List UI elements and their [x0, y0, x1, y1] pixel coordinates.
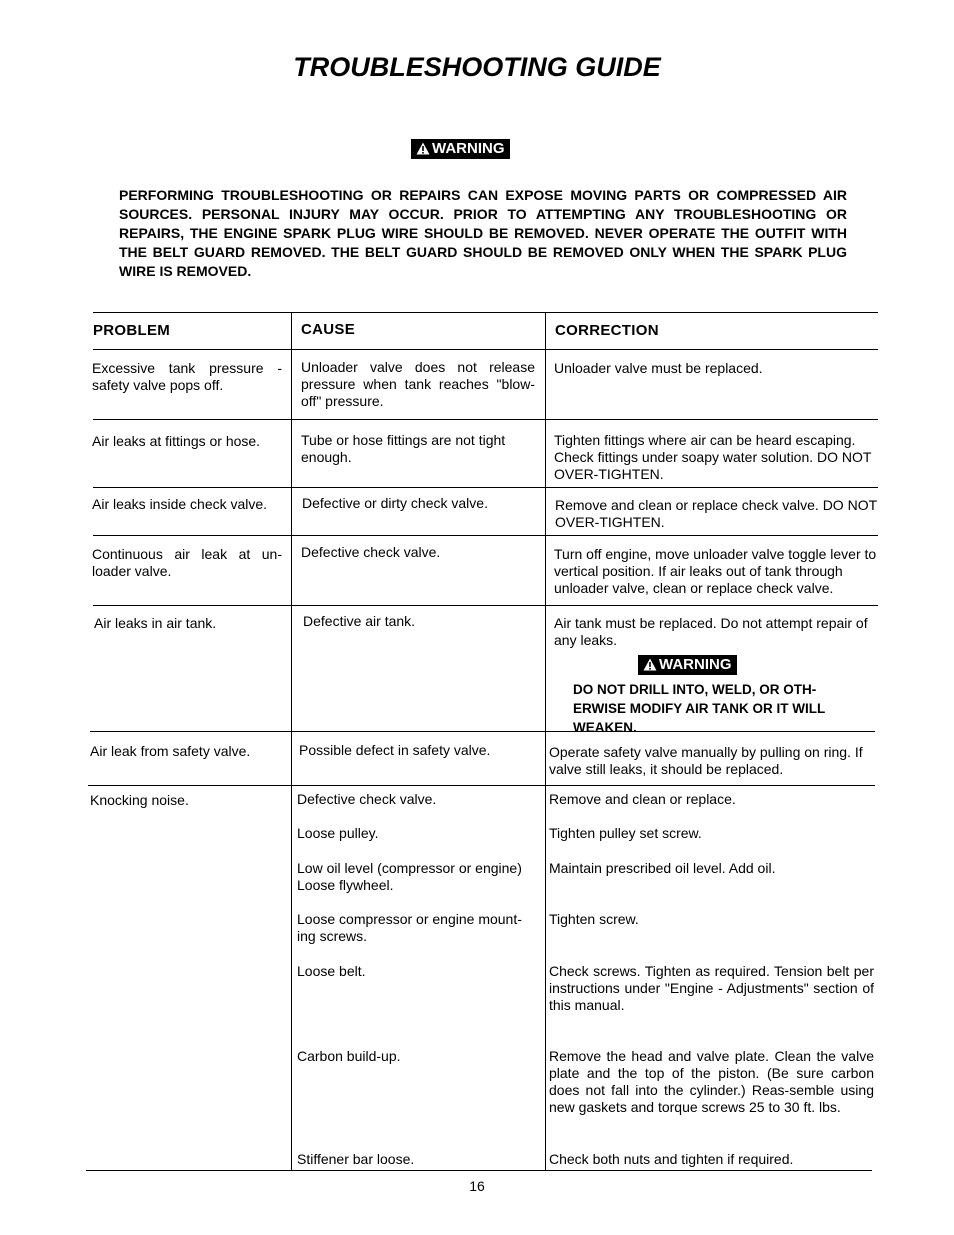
correction-cell: Tighten pulley set screw.	[549, 825, 702, 841]
cause-cell: Unloader valve does not release pressure when tank reaches "blow-off" pressure.	[301, 359, 535, 409]
tank-warning-text: DO NOT DRILL INTO, WELD, OR OTH-ERWISE MODIFY AIR TANK OR IT WILL WEAKEN.	[573, 682, 825, 735]
problem-cell: Excessive tank pressure - safety valve pops off.	[92, 360, 282, 393]
header-cause: CAUSE	[301, 321, 356, 338]
correction-cell: Unloader valve must be replaced.	[554, 360, 763, 376]
page-number: 16	[469, 1178, 485, 1194]
warning-triangle-icon	[643, 658, 657, 671]
cause-cell: Defective or dirty check valve.	[302, 495, 488, 511]
header-correction: CORRECTION	[555, 322, 659, 339]
correction-cell: Remove the head and valve plate. Clean the valve plate and the top of the piston. (Be sure carbon does not fall into the cylinder.) Reas-semble using new gaskets and torque screws 25 to 30 ft. lbs.	[549, 1048, 874, 1115]
correction-cell: Maintain prescribed oil level. Add oil.	[549, 860, 776, 876]
problem-cell: Air leaks inside check valve.	[92, 496, 268, 512]
cause-cell: Tube or hose fittings are not tight enough.	[301, 432, 506, 465]
cause-cell: Defective check valve.	[297, 791, 437, 807]
correction-cell: Check both nuts and tighten if required.	[549, 1151, 794, 1167]
cause-cell: Low oil level (compressor or engine) Loose flywheel.	[297, 860, 522, 893]
correction-cell: Remove and clean or replace.	[549, 791, 736, 807]
problem-cell: Knocking noise.	[90, 792, 189, 808]
problem-cell: Air leaks in air tank.	[94, 615, 217, 631]
correction-cell: Air tank must be replaced. Do not attempt repair of any leaks.	[554, 615, 868, 648]
page-title: TROUBLESHOOTING GUIDE	[293, 52, 661, 82]
warning-label: WARNING	[432, 140, 505, 157]
problem-cell: Continuous air leak at un-loader valve.	[92, 546, 282, 579]
correction-cell: Tighten fittings where air can be heard escaping. Check fittings under soapy water solution. DO NOT OVER-TIGHTEN.	[554, 432, 872, 482]
cause-cell: Loose pulley.	[297, 825, 379, 841]
tank-warning-label: WARNING	[659, 656, 732, 673]
correction-cell: Remove and clean or replace check valve. DO NOT OVER-TIGHTEN.	[555, 497, 877, 530]
warning-text: PERFORMING TROUBLESHOOTING OR REPAIRS CAN EXPOSE MOVING PARTS OR COMPRESSED AIR SOURCES. PERSONAL INJURY MAY OCCUR. PRIOR TO ATTEMPTING ANY TROUBLESHOOTING OR REPAIRS, THE ENGINE SPARK PLUG WIRE SHOULD BE REMOVED. NEVER OPERATE THE OUTFIT WITH THE BELT GUARD REMOVED. THE BELT GUARD SHOULD BE REMOVED ONLY WHEN THE SPARK PLUG WIRE IS REMOVED.	[119, 187, 847, 279]
cause-cell: Loose compressor or engine mount-ing screws.	[297, 911, 522, 944]
problem-cell: Air leak from safety valve.	[90, 743, 251, 759]
cause-cell: Possible defect in safety valve.	[299, 742, 491, 758]
correction-cell: Turn off engine, move unloader valve toggle lever to vertical position. If air leaks out of tank through unloader valve, clean or replace check valve.	[554, 546, 877, 596]
warning-triangle-icon	[416, 142, 430, 155]
correction-cell: Check screws. Tighten as required. Tension belt per instructions under "Engine - Adjustments" section of this manual.	[549, 963, 874, 1013]
correction-cell: Operate safety valve manually by pulling on ring. If valve still leaks, it should be replaced.	[549, 744, 863, 777]
cause-cell: Carbon build-up.	[297, 1048, 401, 1064]
cause-cell: Defective check valve.	[301, 544, 441, 560]
cause-cell: Loose belt.	[297, 963, 366, 979]
cause-cell: Defective air tank.	[303, 613, 416, 629]
warning-badge	[411, 139, 510, 159]
correction-cell: Tighten screw.	[549, 911, 639, 927]
cause-cell: Stiffener bar loose.	[297, 1151, 415, 1167]
tank-warning-badge	[638, 655, 737, 675]
problem-cell: Air leaks at fittings or hose.	[92, 433, 261, 449]
header-problem: PROBLEM	[93, 322, 171, 339]
